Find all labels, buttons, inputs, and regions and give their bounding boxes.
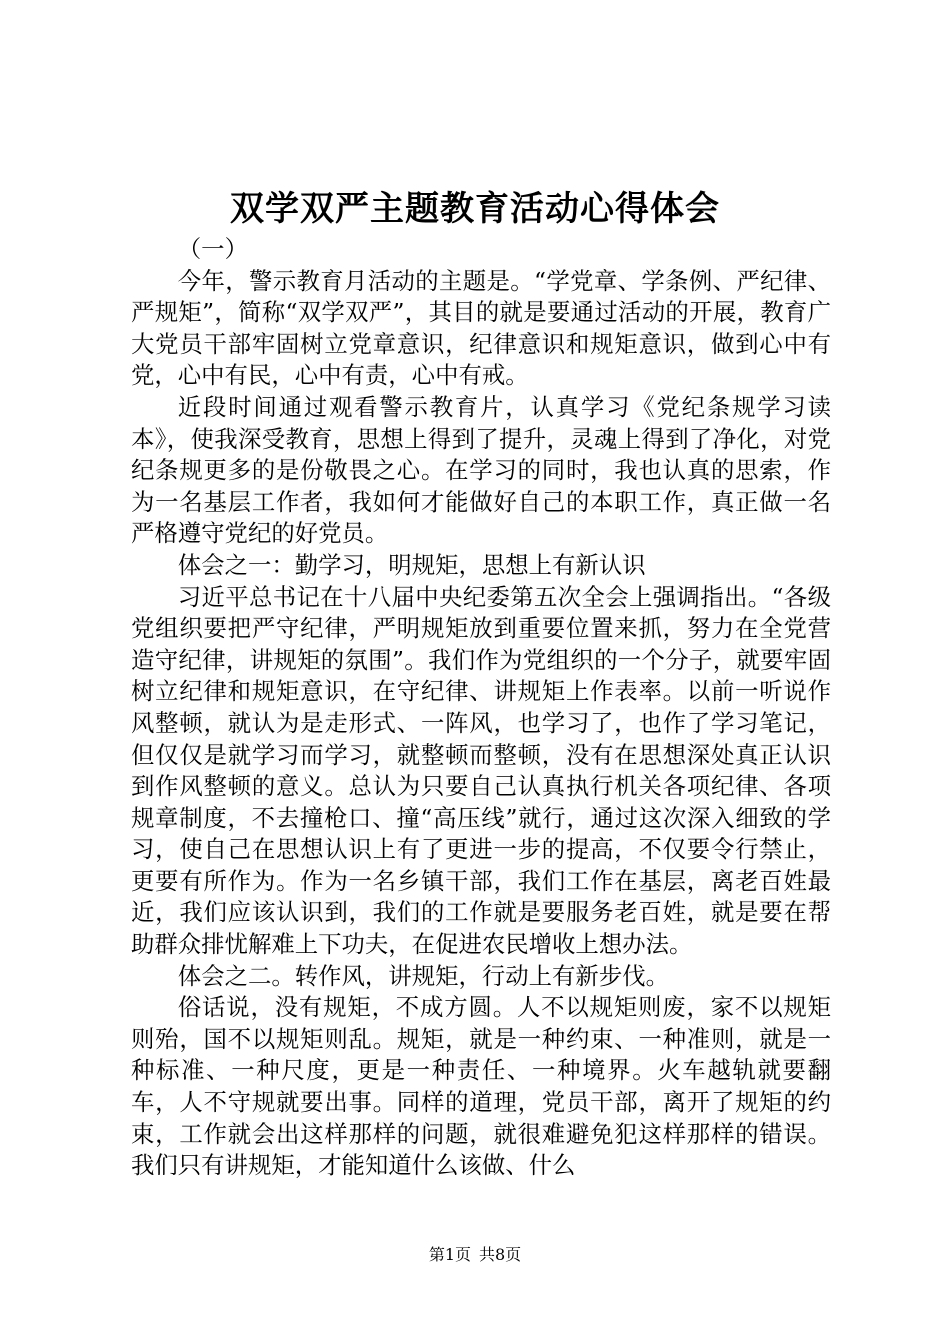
page-number: 第1页 — [428, 1245, 471, 1264]
section-heading: 体会之一：勤学习，明规矩，思想上有新认识 — [177, 550, 646, 579]
paragraph: 今年，警示教育月活动的主题是。“学党章、学条例、严纪律、严规矩”，简称“双学双严”，其目的就是要通过活动的开展，教育广大党员干部牢固树立党章意识，纪律意识和规矩意识，做到心中有党，心中有民，心中有责，心中有戒。 — [131, 266, 831, 390]
document-body — [131, 234, 831, 1182]
section-heading: 体会之二。转作风，讲规矩，行动上有新步伐。 — [177, 961, 669, 990]
paragraph: 俗话说，没有规矩，不成方圆。人不以规矩则废，家不以规矩则殆，国不以规矩则乱。规矩，就是一种约束、一种准则，就是一种标准、一种尺度，更是一种责任、一种境界。火车越轨就要翻车，人不守规就要出事。同样的道理，党员干部，离开了规矩的约束，工作就会出这样那样的问题，就很难避免犯这样那样的错误。我们只有讲规矩，才能知道什么该做、什么 — [131, 993, 831, 1180]
paragraph-section-marker: （一） — [177, 235, 248, 263]
page-footer — [0, 1244, 950, 1266]
paragraph: 习近平总书记在十八届中央纪委第五次全会上强调指出。“各级党组织要把严守纪律，严明规矩放到重要位置来抓，努力在全党营造守纪律，讲规矩的氛围”。我们作为党组织的一个分子，就要牢固树立纪律和规矩意识，在守纪律、讲规矩上作表率。以前一听说作风整顿，就认为是走形式、一阵风，也学习了，也作了学习笔记，但仅仅是就学习而学习，就整顿而整顿，没有在思想深处真正认识到作风整顿的意义。总认为只要自己认真执行机关各项纪律、各项规章制度，不去撞枪口、撞“高压线”就行，通过这次深入细致的学习，使自己在思想认识上有了更进一步的提高，不仅要令行禁止，更要有所作为。作为一名乡镇干部，我们工作在基层，离老百姓最近，我们应该认识到，我们的工作就是要服务老百姓，就是要在帮助群众排忧解难上下功夫，在促进农民增收上想办法。 — [131, 582, 831, 959]
page-total: 共8页 — [479, 1245, 522, 1264]
page-title: 双学双严主题教育活动心得体会 — [230, 189, 720, 229]
paragraph: 近段时间通过观看警示教育片，认真学习《党纪条规学习读本》，使我深受教育，思想上得到了提升，灵魂上得到了净化，对党纪条规更多的是份敬畏之心。在学习的同时，我也认真的思索，作为一名基层工作者，我如何才能做好自己的本职工作，真正做一名严格遵守党纪的好党员。 — [131, 392, 831, 548]
